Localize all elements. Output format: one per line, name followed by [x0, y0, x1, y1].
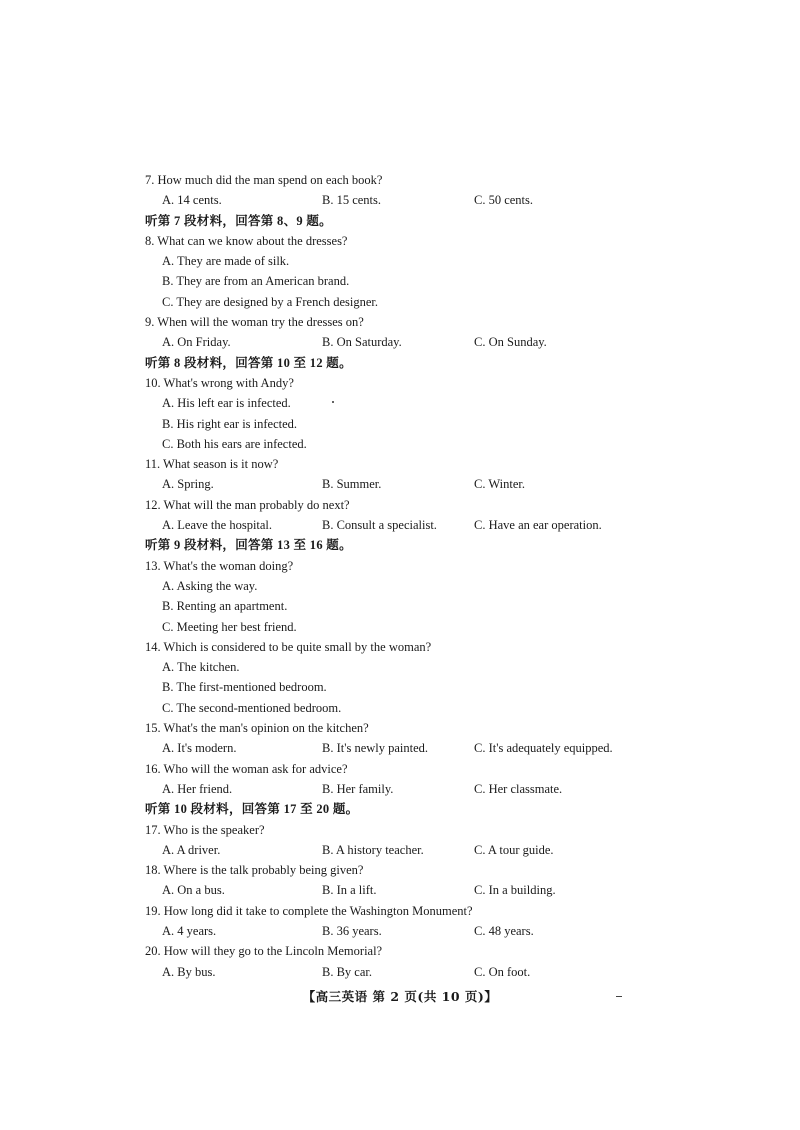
answer-option: C. A tour guide. [474, 842, 554, 857]
answer-option: A. Spring. [162, 477, 214, 492]
answer-option: A. Her friend. [162, 781, 233, 796]
answer-option: B. The first-mentioned bedroom. [162, 680, 327, 695]
answer-option: B. His right ear is infected. [162, 416, 298, 431]
answer-option: C. 48 years. [474, 923, 534, 938]
margin-mark [616, 996, 622, 997]
answer-option: B. Consult a specialist. [322, 518, 437, 533]
answer-option-row [145, 738, 765, 758]
section-instruction: 听第 8 段材料，回答第 10 至 12 题。 [145, 355, 352, 370]
answer-option: A. It's modern. [162, 741, 237, 756]
section-instruction: 听第 10 段材料，回答第 17 至 20 题。 [145, 802, 359, 817]
answer-option: A. On Friday. [162, 335, 231, 350]
answer-option: A. Asking the way. [162, 578, 258, 593]
answer-option: A. 4 years. [162, 923, 217, 938]
section-instruction: 听第 9 段材料，回答第 13 至 16 题。 [145, 538, 352, 553]
answer-option: C. Winter. [474, 477, 526, 492]
answer-option: A. The kitchen. [162, 660, 240, 675]
answer-option: B. They are from an American brand. [162, 274, 350, 289]
question-text: 20. How will they go to the Lincoln Memorial? [145, 944, 383, 959]
question-text: 18. Where is the talk probably being given? [145, 863, 364, 878]
answer-option: C. 50 cents. [474, 193, 534, 208]
answer-option-row [145, 962, 765, 982]
page-footer: 【高三英语 第 2 页(共 10 页)】 [302, 989, 498, 1004]
question-text: 16. Who will the woman ask for advice? [145, 761, 348, 776]
answer-option-row [145, 921, 765, 941]
answer-option: B. It's newly painted. [322, 741, 429, 756]
question-text: 15. What's the man's opinion on the kitchen? [145, 721, 369, 736]
question-text: 12. What will the man probably do next? [145, 497, 350, 512]
scan-speck [332, 401, 334, 403]
question-text: 14. Which is considered to be quite small by the woman? [145, 639, 432, 654]
answer-option: A. Leave the hospital. [162, 518, 273, 533]
answer-option-row [145, 880, 765, 900]
answer-option: B. By car. [322, 964, 372, 979]
question-list [145, 170, 765, 982]
answer-option-row [145, 190, 765, 210]
answer-option-row [145, 332, 765, 352]
question-text: 13. What's the woman doing? [145, 558, 294, 573]
answer-option: C. The second-mentioned bedroom. [162, 700, 342, 715]
answer-option: A. His left ear is infected. [162, 396, 291, 411]
answer-option: B. On Saturday. [322, 335, 402, 350]
answer-option: C. Meeting her best friend. [162, 619, 297, 634]
answer-option: C. On Sunday. [474, 335, 547, 350]
answer-option: B. 36 years. [322, 923, 382, 938]
answer-option: C. They are designed by a French designer. [162, 294, 379, 309]
answer-option-row [145, 840, 765, 860]
answer-option: B. Her family. [322, 781, 394, 796]
question-text: 8. What can we know about the dresses? [145, 233, 348, 248]
answer-option: B. 15 cents. [322, 193, 382, 208]
answer-option: C. Both his ears are infected. [162, 436, 307, 451]
answer-option: B. Renting an apartment. [162, 599, 288, 614]
answer-option-row [145, 779, 765, 799]
question-text: 17. Who is the speaker? [145, 822, 265, 837]
answer-option: C. Her classmate. [474, 781, 563, 796]
question-text: 9. When will the woman try the dresses on? [145, 315, 364, 330]
question-text: 11. What season is it now? [145, 457, 279, 472]
answer-option: B. In a lift. [322, 883, 377, 898]
section-instruction: 听第 7 段材料，回答第 8、9 题。 [145, 213, 332, 228]
answer-option: A. By bus. [162, 964, 216, 979]
answer-option: A. 14 cents. [162, 193, 222, 208]
answer-option-row [145, 515, 765, 535]
question-text: 7. How much did the man spend on each book? [145, 173, 383, 187]
answer-option: C. Have an ear operation. [474, 518, 602, 533]
answer-option: A. A driver. [162, 842, 221, 857]
answer-option: B. Summer. [322, 477, 382, 492]
question-text: 19. How long did it take to complete the Washington Monument? [145, 903, 473, 918]
answer-option-row [145, 474, 765, 494]
answer-option: C. In a building. [474, 883, 556, 898]
question-text: 10. What's wrong with Andy? [145, 375, 294, 390]
answer-option: A. They are made of silk. [162, 254, 290, 269]
answer-option: A. On a bus. [162, 883, 225, 898]
answer-option: B. A history teacher. [322, 842, 424, 857]
answer-option: C. On foot. [474, 964, 531, 979]
answer-option: C. It's adequately equipped. [474, 741, 613, 756]
